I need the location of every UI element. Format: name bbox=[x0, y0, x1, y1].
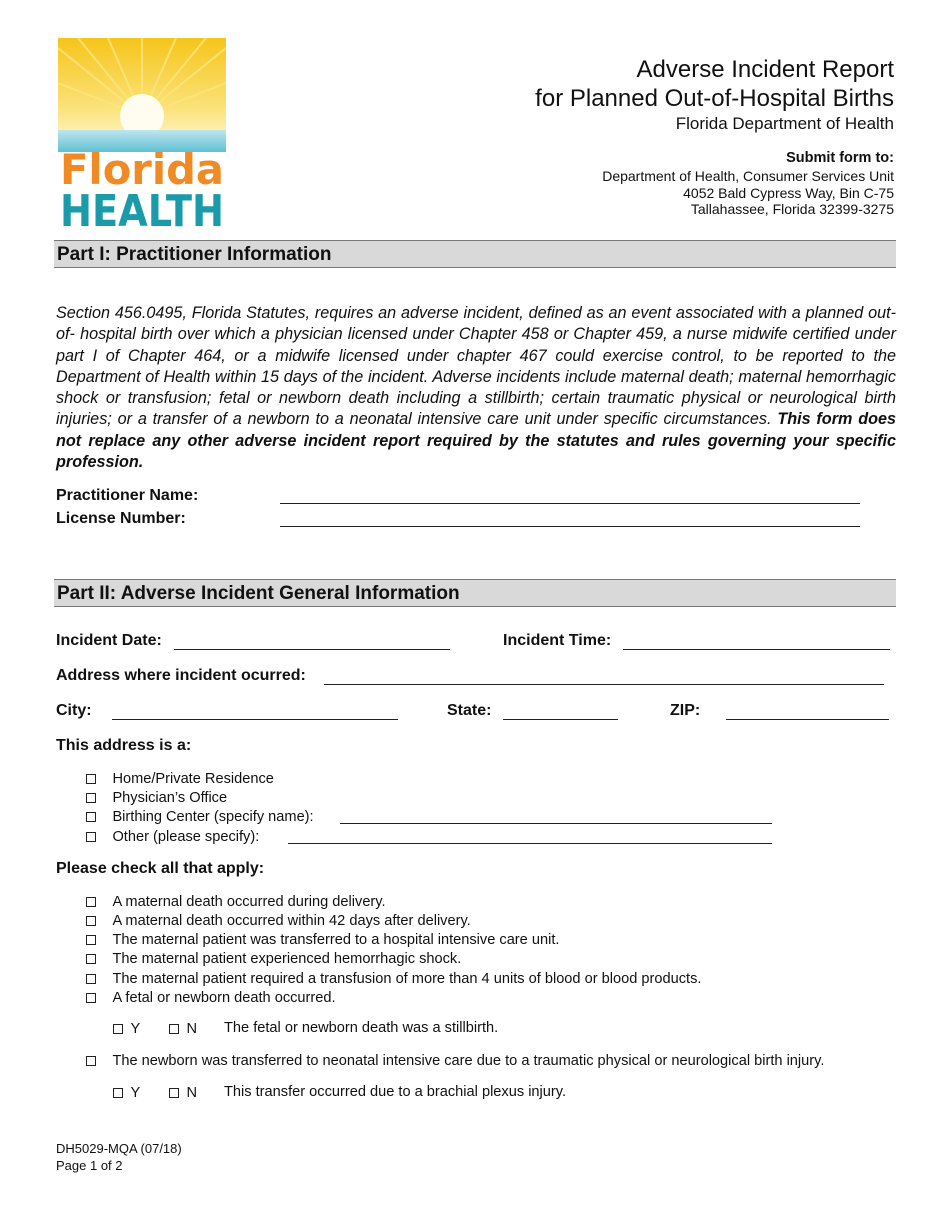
checkbox[interactable] bbox=[86, 897, 96, 907]
agency-name: Florida Department of Health bbox=[675, 114, 894, 133]
part2-heading: Part II: Adverse Incident General Information bbox=[54, 579, 896, 607]
stillbirth-question: The fetal or newborn death was a stillbirth. bbox=[224, 1020, 499, 1036]
page-number: Page 1 of 2 bbox=[56, 1158, 123, 1173]
address-type-option[interactable]: Birthing Center (specify name): bbox=[86, 808, 314, 826]
address-type-option[interactable]: Home/Private Residence bbox=[86, 770, 274, 788]
report-subtitle: for Planned Out-of-Hospital Births bbox=[535, 85, 894, 112]
incident-check-item[interactable]: A fetal or newborn death occurred. bbox=[86, 989, 336, 1007]
submit-form-label: Submit form to: bbox=[786, 150, 894, 166]
address-type-option[interactable]: Other (please specify): bbox=[86, 828, 259, 846]
incident-address-field[interactable] bbox=[324, 684, 884, 685]
checkbox[interactable] bbox=[86, 993, 96, 1003]
incident-check-item[interactable]: The maternal patient required a transfusion of more than 4 units of blood or blood products. bbox=[86, 970, 701, 988]
svg-text:Florida: Florida bbox=[60, 145, 224, 194]
checkbox[interactable] bbox=[86, 812, 96, 822]
zip-field[interactable] bbox=[726, 719, 889, 720]
svg-text:HEALTH: HEALTH bbox=[60, 186, 224, 237]
checkbox[interactable] bbox=[86, 1056, 96, 1066]
practitioner-name-field[interactable] bbox=[280, 503, 860, 504]
zip-label: ZIP: bbox=[670, 702, 701, 719]
intro-bold-note: This form does not replace any other adverse incident report required by the statutes and rules governing your specific profession. bbox=[56, 410, 896, 472]
form-number: DH5029-MQA (07/18) bbox=[56, 1141, 182, 1156]
brachial-no-option[interactable]: N bbox=[169, 1084, 197, 1102]
incident-time-field[interactable] bbox=[623, 649, 890, 650]
practitioner-name-label: Practitioner Name: bbox=[56, 487, 199, 504]
incident-time-label: Incident Time: bbox=[503, 632, 612, 649]
brachial-question: This transfer occurred due to a brachial plexus injury. bbox=[224, 1084, 567, 1100]
stillbirth-no-option[interactable]: N bbox=[169, 1020, 197, 1038]
stillbirth-yes-option[interactable]: Y bbox=[113, 1020, 140, 1038]
statute-intro: Section 456.0495, Florida Statutes, requires an adverse incident, defined as an event associated with a planned out-of- hospital birth over which a physician licensed under Chapter 458 or Chapter 459, a nurse midwife certified under part I of Chapter 464, or a midwife licensed under chapter 467 could exercise control, to be reported to the Department of Health within 15 days of the incident. Adverse incidents include maternal death; maternal hemorrhagic shock or transfusion; fetal or newborn death including a stillbirth; certain traumatic physical or neurological birth injuries; or a transfer of a newborn to a neonatal intensive care unit under specific circumstances. This form does not replace any other adverse incident report required by the statutes and rules governing your specific profession. bbox=[56, 304, 896, 472]
submit-address-line: 4052 Bald Cypress Way, Bin C-75 bbox=[683, 185, 894, 201]
address-type-option[interactable]: Physician’s Office bbox=[86, 789, 227, 807]
state-field[interactable] bbox=[503, 719, 618, 720]
checkbox[interactable] bbox=[86, 916, 96, 926]
report-title: Adverse Incident Report bbox=[636, 56, 894, 83]
brachial-yes-option[interactable]: Y bbox=[113, 1084, 140, 1102]
incident-date-field[interactable] bbox=[174, 649, 450, 650]
submit-address-line: Department of Health, Consumer Services Unit bbox=[602, 168, 894, 184]
checkbox[interactable] bbox=[86, 793, 96, 803]
city-field[interactable] bbox=[112, 719, 398, 720]
check-all-label: Please check all that apply: bbox=[56, 860, 265, 877]
checkbox[interactable] bbox=[86, 954, 96, 964]
part1-heading: Part I: Practitioner Information bbox=[54, 240, 896, 268]
checkbox[interactable] bbox=[86, 974, 96, 984]
incident-check-item[interactable]: The maternal patient experienced hemorrhagic shock. bbox=[86, 950, 461, 968]
incident-address-label: Address where incident ocurred: bbox=[56, 667, 306, 684]
license-number-field[interactable] bbox=[280, 526, 860, 527]
incident-date-label: Incident Date: bbox=[56, 632, 162, 649]
florida-health-logo bbox=[58, 38, 226, 237]
incident-check-item[interactable]: A maternal death occurred within 42 days after delivery. bbox=[86, 912, 471, 930]
nicu-transfer-item[interactable]: The newborn was transferred to neonatal intensive care due to a traumatic physical or neurological birth injury. bbox=[86, 1052, 824, 1070]
checkbox[interactable] bbox=[169, 1088, 179, 1098]
state-label: State: bbox=[447, 702, 492, 719]
checkbox[interactable] bbox=[86, 935, 96, 945]
license-number-label: License Number: bbox=[56, 510, 186, 527]
address-type-label: This address is a: bbox=[56, 737, 192, 754]
birthing-center-name-field[interactable] bbox=[340, 823, 772, 824]
checkbox[interactable] bbox=[113, 1024, 123, 1034]
incident-check-item[interactable]: The maternal patient was transferred to a hospital intensive care unit. bbox=[86, 931, 559, 949]
city-label: City: bbox=[56, 702, 92, 719]
checkbox[interactable] bbox=[86, 832, 96, 842]
incident-check-item[interactable]: A maternal death occurred during delivery. bbox=[86, 893, 386, 911]
checkbox[interactable] bbox=[86, 774, 96, 784]
checkbox[interactable] bbox=[169, 1024, 179, 1034]
other-specify-field[interactable] bbox=[288, 843, 772, 844]
checkbox[interactable] bbox=[113, 1088, 123, 1098]
submit-address-line: Tallahassee, Florida 32399-3275 bbox=[690, 201, 894, 217]
